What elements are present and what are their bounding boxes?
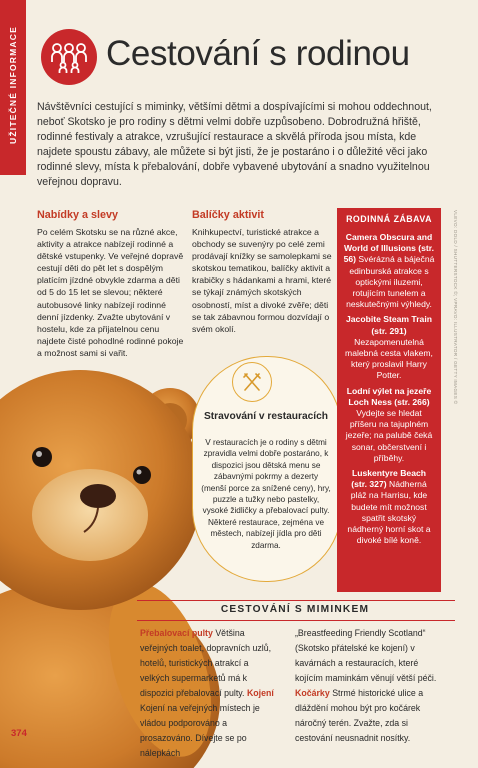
activities-heading: Balíčky aktivit [192,209,265,221]
intro-paragraph: Návštěvníci cestující s miminky, většími dětmi a dospívajícími si mohou oddechnout, neboť Skotsko je pro rodiny s dětmi velmi dobře uzpůsobeno. Dobrodružná hřiště, rodinné festivaly a atrakce, vzrušující restaurace a skvělá příroda jsou místa, kde najdete spoustu zábavy, ale můžete si být jisti, že je postaráno i o důležité věci jako rodinné slevy, místa k přebalování, dobře vybavené ubytování a snadno využitelnou veřejnou dopravu. [37,101,432,188]
pram-label: Kočárky [295,688,330,698]
family-fun-heading: RODINNÁ ZÁBAVA [346,214,432,224]
fun-item [343,468,435,546]
fun-item [343,232,435,310]
fun-item-name: Jacobite Steam Train (str. 291) [346,314,432,336]
fun-item [343,314,435,381]
dining-text: V restauracích je o rodiny s dětmi zpravidla velmi dobře postaráno, k dispozici jsou dětská menu se zábavnými pokrmy a dezerty (menší porce za snížené ceny), hry, puzzle a tužky nebo pastelky, vysoké židličky a přebalovací pulty. Některé restaurace, zejména ve městech, nabízejí jídla pro děti zdarma. [201,438,331,550]
family-icon [41,29,97,85]
fun-item-text: Vydejte se hledat příšeru na tajuplném jezeře; na palubě čeká sonar, občerstvení i příběhy. [345,408,433,463]
fun-item-name: Camera Obscura and World of Illusions (str. 56) [343,232,435,265]
fun-item-text: Nezapomenutelná malebná cesta vlakem, který proslavil Harry Potter. [345,336,433,381]
family-fun-list [343,232,435,550]
fun-item-name: Luskentyre Beach (str. 327) [351,468,427,490]
page-title: Cestování s rodinou [106,34,410,73]
pram-text: Strmé historické ulice a dláždění mohou být pro kočárek náročný terén. Zvažte, zda si cestování neusnadnit nosítky. [295,688,424,743]
babies-right-column [295,626,445,746]
section-tab [0,0,26,175]
babies-heading: CESTOVÁNÍ S MIMINKEM [220,604,370,615]
offers-text: Po celém Skotsku se na různé akce, aktivity a atrakce nabízejí rodinné a dětské vstupenky. Ve veřejné dopravě cestují děti do pět let s dospělým platícím jízdné obvykle zdarma a děti od 5 do 15 let se slevou; některé autobusové linky nabízejí rodinné denní jízdenky. Zvažte ubytování v hostelu, kde za přijatelnou cenu najdete čisté pohodlné rodinné pokoje a možnost sami si vařit. [37,227,184,358]
photo-credit-text: VLEVO: DOLD / SHUTTERSTOCK ©; VPRAVO: ILLUSTRATOR / GETTY IMAGES © [453,210,458,405]
section-tab-label: UŽITEČNÉ INFORMACE [8,26,18,144]
divider [137,600,455,601]
dining-heading: Stravování v restauracích [203,411,328,422]
fork-knife-icon [232,362,272,402]
fun-item-text: Svérázná a báječná edinburská atrakce s optickými iluzemi, rotujícím tunelem a neskutečnými výhledy. [346,254,435,310]
fun-item-text: Nádherná pláž na Harrisu, kde budete mít možnost spatřit skotský nádherný horní skot a divoké bílé koně. [347,479,431,546]
photo-credit [448,210,460,405]
babies-left-column [140,626,280,761]
divider [137,620,455,621]
changing-label: Přebalovací pulty [140,628,213,638]
changing-text: Většina veřejných toalet, dopravních uzlů, hotelů, turistických atrakcí a velkých supermarketů má k dispozici přebalovací pulty. [140,628,272,698]
activities-text: Knihkupectví, turistické atrakce a obchody se suvenýry po celé zemi prodávají knížky se samolepkami se skotskou tematikou, balíčky aktivit a krabičky s hádankami a hrami, které se týkají známých skotských osobností, míst a divoké zvěře; děti se tak zábavnou formou dozvídají o svém okolí. [192,227,332,334]
breastfeeding-text: Kojení na veřejných místech je vládou podporováno a prosazováno. Dívejte se po nálepkách [140,703,260,758]
page-number: 374 [11,728,27,739]
breastfeeding-label: Kojení [246,688,274,698]
fun-item [343,386,435,464]
fun-item-name: Lodní výlet na jezeře Loch Ness (str. 266) [346,385,432,407]
breastfeeding-text-cont: „Breastfeeding Friendly Scotland“ (Skotsko přátelské ke kojení) v kavárnách a restauracích, které kojícím maminkám věnují větší péči. [295,628,437,683]
offers-heading: Nabídky a slevy [37,209,119,221]
